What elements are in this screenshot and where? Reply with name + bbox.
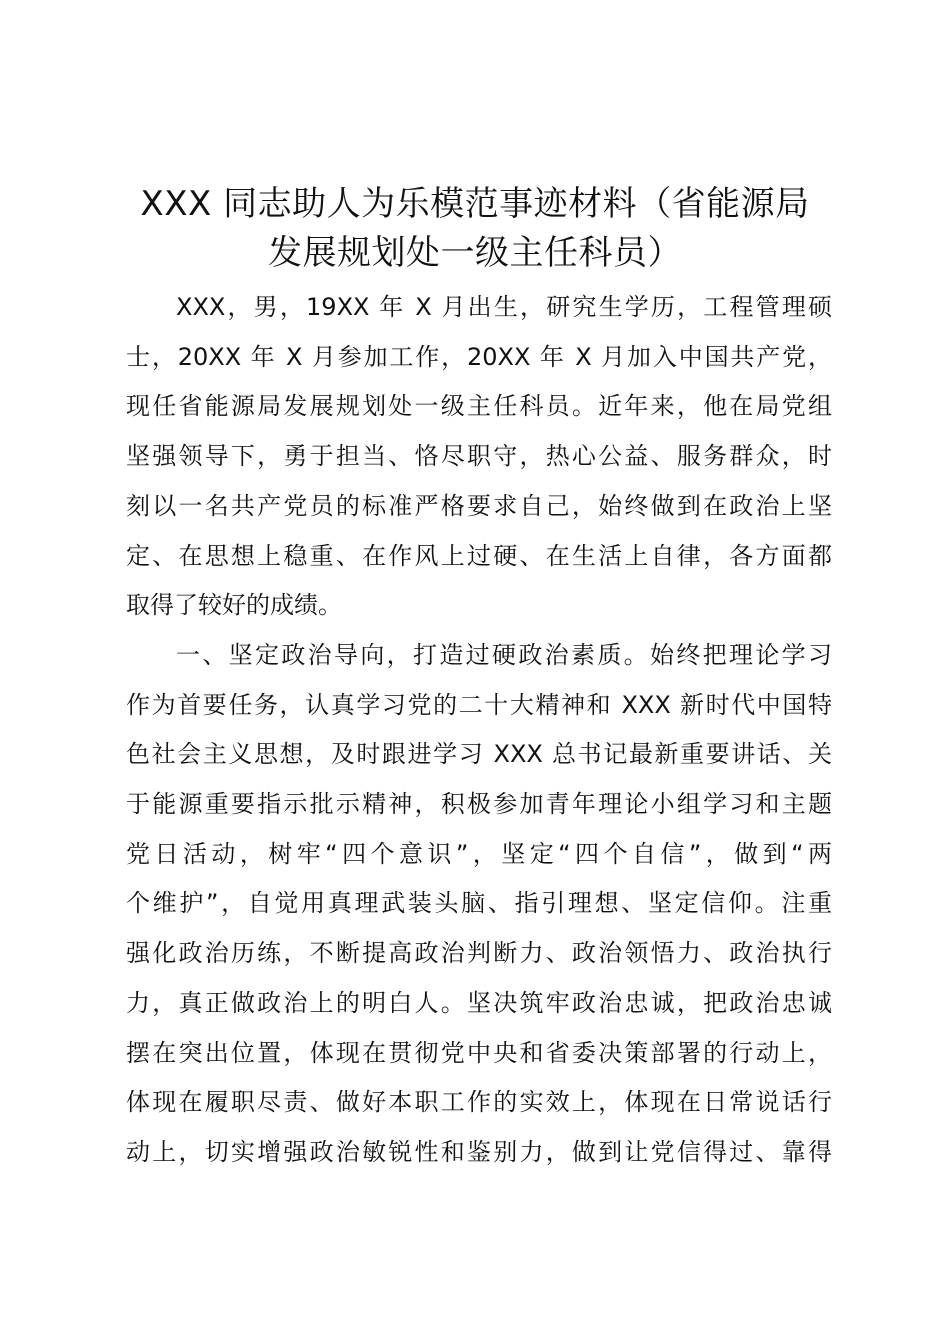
text-line: XXX，男，19XX 年 X 月出生，研究生学历，工程管理硕 bbox=[176, 293, 832, 321]
text-line: 力，真正做政治上的明白人。坚决筑牢政治忠诚，把政治忠诚 bbox=[126, 988, 832, 1017]
text-line: 士，20XX 年 X 月参加工作，20XX 年 X 月加入中国共产党， bbox=[126, 342, 832, 371]
title-line: 发展规划处一级主任科员） bbox=[268, 233, 682, 273]
text-line: 体现在履职尽责、做好本职工作的实效上，体现在日常说话行 bbox=[126, 1088, 832, 1117]
text-line: 坚强领导下，勇于担当、恪尽职守，热心公益、服务群众，时 bbox=[126, 442, 832, 471]
text-line: 党日活动，树牢“四个意识”，坚定“四个自信”，做到“两 bbox=[126, 839, 832, 868]
text-line: 摆在突出位置，体现在贯彻党中央和省委决策部署的行动上， bbox=[126, 1038, 832, 1067]
text-line: 一、坚定政治导向，打造过硬政治素质。始终把理论学习 bbox=[176, 640, 832, 669]
text-line: 现任省能源局发展规划处一级主任科员。近年来，他在局党组 bbox=[126, 392, 832, 421]
text-line: 刻以一名共产党员的标准严格要求自己，始终做到在政治上坚 bbox=[126, 491, 832, 520]
document-title bbox=[120, 180, 830, 278]
text-line: 色社会主义思想，及时跟进学习 XXX 总书记最新重要讲话、关 bbox=[126, 740, 832, 769]
text-line: 动上，切实增强政治敏锐性和鉴别力，做到让党信得过、靠得 bbox=[126, 1137, 832, 1166]
text-line: 取得了较好的成绩。 bbox=[126, 591, 342, 620]
text-line: 强化政治历练，不断提高政治判断力、政治领悟力、政治执行 bbox=[126, 939, 832, 968]
text-line: 个维护”，自觉用真理武装头脑、指引理想、坚定信仰。注重 bbox=[126, 889, 832, 918]
paragraph-section-1 bbox=[126, 631, 832, 1178]
text-line: 定、在思想上稳重、在作风上过硬、在生活上自律，各方面都 bbox=[126, 541, 832, 570]
text-line: 于能源重要指示批示精神，积极参加青年理论小组学习和主题 bbox=[126, 790, 832, 819]
paragraph-intro bbox=[126, 283, 832, 631]
document-body bbox=[126, 283, 832, 1178]
text-line: 作为首要任务，认真学习党的二十大精神和 XXX 新时代中国特 bbox=[126, 690, 832, 719]
title-line: XXX 同志助人为乐模范事迹材料（省能源局 bbox=[140, 184, 810, 224]
